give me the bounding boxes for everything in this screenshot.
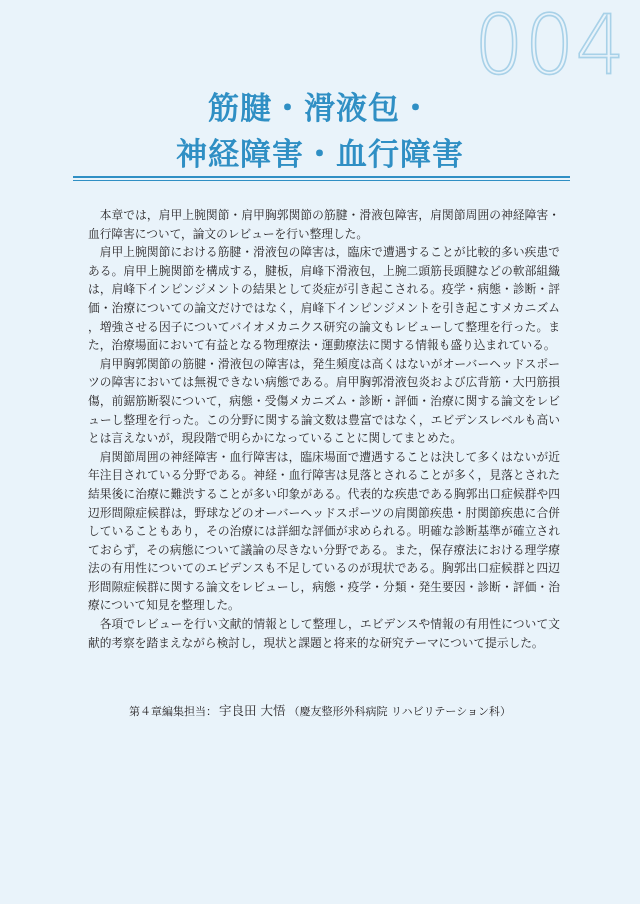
intro-paragraph-5: 各項でレビューを行い文献的情報として整理し，エビデンスや情報の有用性について文献的考察を踏まえながら検討し，現状と課題と将来的な研究テーマについて提示した。 [88, 617, 560, 650]
chapter-title-line-1: 筋腱・滑液包・ [208, 91, 432, 127]
chapter-number: 004 [474, 0, 626, 94]
editor-affiliation: （慶友整形外科病院 リハビリテーション科） [288, 705, 511, 718]
intro-paragraph-2: 肩甲上腕関節における筋腱・滑液包の障害は，臨床で遭遇することが比較的多い疾患である。肩甲上腕関節を構成する，腱板，肩峰下滑液包，上腕二頭筋長頭腱などの軟部組織は，肩峰下インピンジメントの結果として炎症が引き起こされる。疫学・病態・診断・評価・治療についての論文だけではなく，肩峰下インピンジメントを引き起こすメカニズム，増強させる因子についてバイオメカニクス研究の論文もレビューして整理を行った。また，治療場面において有益となる物理療法・運動療法に関する情報も盛り込まれている。 [88, 245, 560, 353]
intro-paragraph-3: 肩甲胸郭関節の筋腱・滑液包の障害は，発生頻度は高くはないがオーバーヘッドスポーツの障害においては無視できない病態である。肩甲胸郭滑液包炎および広背筋・大円筋損傷，前鋸筋断裂について，病態・受傷メカニズム・診断・評価・治療に関する論文をレビューし整理を行った。この分野に関する論文数は豊富ではなく，エビデンスレベルも高いとは言えないが，現段階で明らかになっていることに関してまとめた。 [88, 356, 560, 446]
chapter-editor-credit [0, 703, 640, 720]
title-divider-thick [73, 176, 570, 178]
chapter-introduction [88, 206, 560, 652]
title-divider-thin [73, 180, 570, 181]
intro-paragraph-1: 本章では，肩甲上腕関節・肩甲胸郭関節の筋腱・滑液包障害，肩関節周囲の神経障害・血行障害について，論文のレビューを行い整理した。 [88, 208, 560, 241]
chapter-title [0, 86, 640, 178]
chapter-title-line-2: 神経障害・血行障害 [176, 137, 464, 173]
editor-label: 第４章編集担当： [129, 705, 217, 718]
intro-paragraph-4: 肩関節周囲の神経障害・血行障害は，臨床場面で遭遇することは決して多くはないが近年注目されている分野である。神経・血行障害は見落とされることが多く，見落とされた結果後に治療に難渋することが多い印象がある。代表的な疾患である胸郭出口症候群や四辺形間隙症候群は，野球などのオーバーヘッドスポーツの肩関節疾患・肘関節疾患に合併していることもあり，その治療には詳細な評価が求められる。明確な診断基準が確立されておらず，その病態について議論の尽きない分野である。また，保存療法における理学療法の有用性についてのエビデンスも不足しているのが現状である。胸郭出口症候群と四辺形間隙症候群に関する論文をレビューし，病態・疫学・分類・発生要因・診断・評価・治療について知見を整理した。 [88, 449, 560, 613]
editor-name: 宇良田 大悟 [219, 703, 286, 718]
